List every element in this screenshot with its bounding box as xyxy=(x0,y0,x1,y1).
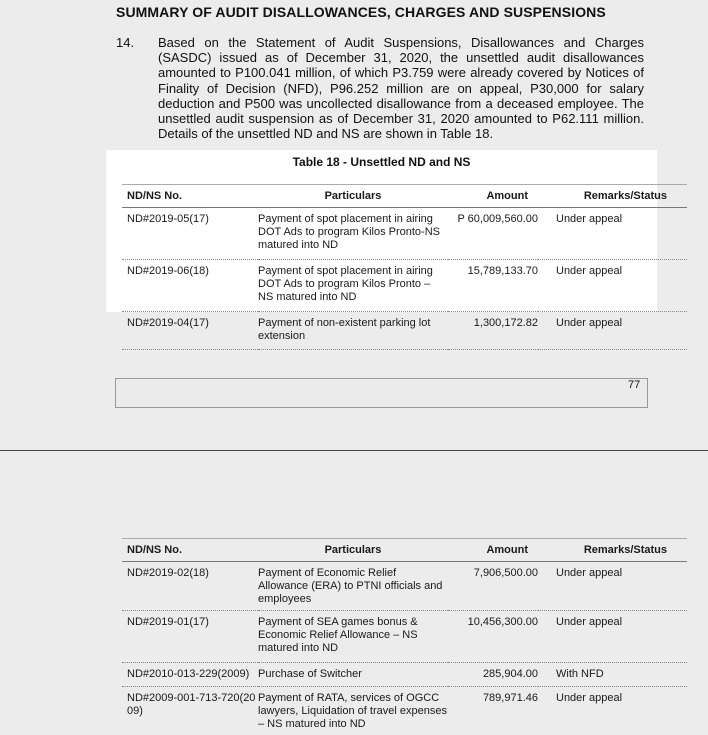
cell-status: Under appeal xyxy=(538,260,687,312)
page-footer-box xyxy=(115,378,648,408)
header-particulars: Particulars xyxy=(258,539,448,562)
table-row xyxy=(122,611,687,663)
cell-ndns-no: ND#2010-013-229(2009) xyxy=(122,663,258,687)
cell-status: Under appeal xyxy=(538,611,687,663)
cell-amount: 7,906,500.00 xyxy=(448,562,538,611)
cell-particulars: Payment of spot placement in airing DOT Ads to program Kilos Pronto-NS matured into ND xyxy=(258,208,448,260)
header-amount: Amount xyxy=(448,539,538,562)
cell-particulars: Payment of spot placement in airing DOT Ads to program Kilos Pronto – NS matured into ND xyxy=(258,260,448,312)
table-row xyxy=(122,260,687,312)
table-title: Table 18 - Unsettled ND and NS xyxy=(106,155,657,169)
header-particulars: Particulars xyxy=(258,185,448,208)
cell-status: Under appeal xyxy=(538,562,687,611)
table-row xyxy=(122,562,687,611)
cell-amount: P 60,009,560.00 xyxy=(448,208,538,260)
cell-ndns-no: ND#2019-01(17) xyxy=(122,611,258,663)
header-amount: Amount xyxy=(448,185,538,208)
cell-amount: 1,300,172.82 xyxy=(448,312,538,350)
cell-amount: 15,789,133.70 xyxy=(448,260,538,312)
disallowance-table-page2 xyxy=(122,538,687,735)
cell-status: Under appeal xyxy=(538,687,687,735)
table-row xyxy=(122,208,687,260)
table-row xyxy=(122,663,687,687)
section-heading: SUMMARY OF AUDIT DISALLOWANCES, CHARGES AND SUSPENSIONS xyxy=(116,4,606,20)
table-row xyxy=(122,312,687,350)
paragraph-text: Based on the Statement of Audit Suspensions, Disallowances and Charges (SASDC) issued as of December 31, 2020, the unsettled audit disallowances amounted to P100.041 million, of which P3.759 were already covered by Notices of Finality of Decision (NFD), P96.252 million are on appeal, P30,000 for salary deduction and P500 was uncollected disallowance from a deceased employee. The unsettled audit suspension as of December 31, 2020 amounted to P62.111 million. Details of the unsettled ND and NS are shown in Table 18. xyxy=(158,35,644,141)
cell-particulars: Payment of non-existent parking lot extension xyxy=(258,312,448,350)
cell-particulars: Purchase of Switcher xyxy=(258,663,448,687)
paragraph-number: 14. xyxy=(116,35,134,50)
cell-ndns-no: ND#2019-02(18) xyxy=(122,562,258,611)
header-remarks-status: Remarks/Status xyxy=(538,539,687,562)
table-row xyxy=(122,687,687,735)
header-ndns-no: ND/NS No. xyxy=(122,539,258,562)
header-remarks-status: Remarks/Status xyxy=(538,185,687,208)
disallowance-table-page1 xyxy=(122,184,687,350)
cell-ndns-no: ND#2019-06(18) xyxy=(122,260,258,312)
cell-amount: 285,904.00 xyxy=(448,663,538,687)
page-number: 77 xyxy=(628,379,640,391)
cell-status: With NFD xyxy=(538,663,687,687)
cell-amount: 10,456,300.00 xyxy=(448,611,538,663)
cell-ndns-no: ND#2009-001-713-720(2009) xyxy=(122,687,258,735)
header-ndns-no: ND/NS No. xyxy=(122,185,258,208)
cell-ndns-no: ND#2019-04(17) xyxy=(122,312,258,350)
cell-particulars: Payment of Economic Relief Allowance (ERA) to PTNI officials and employees xyxy=(258,562,448,611)
cell-particulars: Payment of SEA games bonus & Economic Relief Allowance – NS matured into ND xyxy=(258,611,448,663)
page-break-divider xyxy=(0,450,708,451)
cell-amount: 789,971.46 xyxy=(448,687,538,735)
cell-particulars: Payment of RATA, services of OGCC lawyers, Liquidation of travel expenses – NS matured into ND xyxy=(258,687,448,735)
cell-status: Under appeal xyxy=(538,208,687,260)
cell-ndns-no: ND#2019-05(17) xyxy=(122,208,258,260)
cell-status: Under appeal xyxy=(538,312,687,350)
